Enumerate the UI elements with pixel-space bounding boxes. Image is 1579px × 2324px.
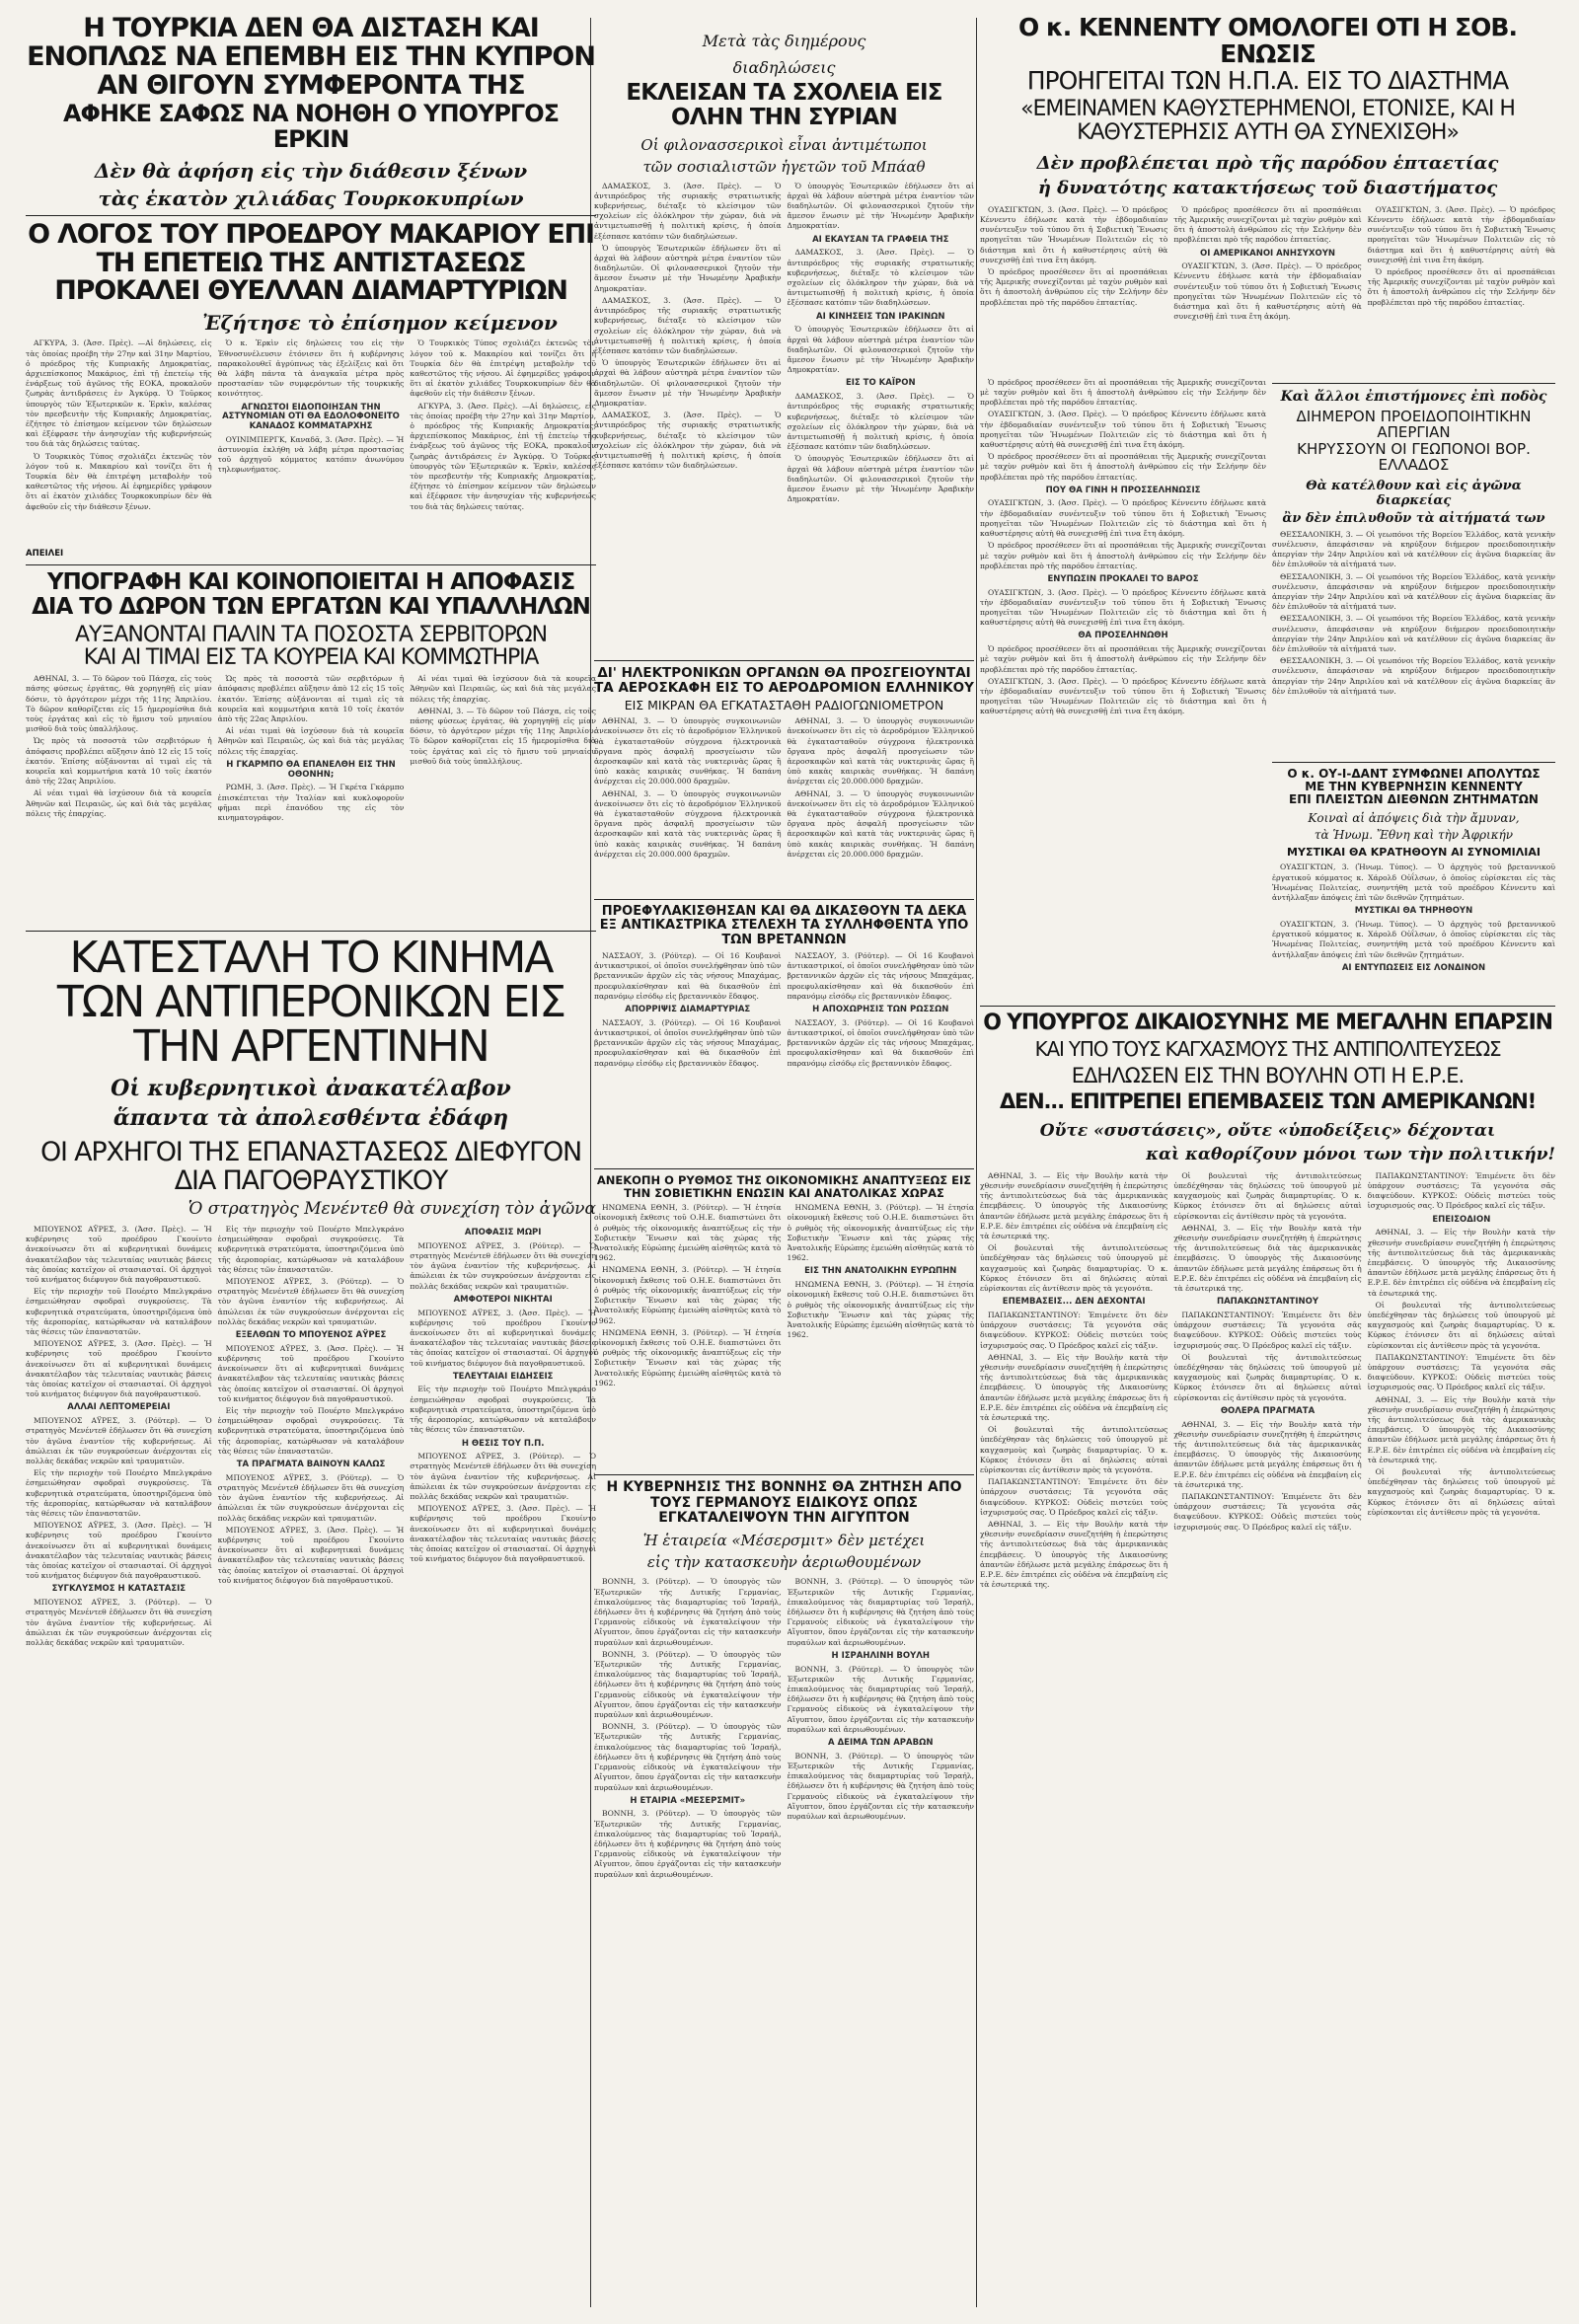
small-head-will-land: ΘΑ ΠΡΟΣΕΛΗΝΩΘΗ (1078, 631, 1168, 641)
article-ou-thant (1272, 768, 1555, 1002)
kicker-syria-2: διαδηλώσεις (732, 58, 836, 77)
headline-makarios: Ο ΛΟΓΟΣ ΤΟΥ ΠΡΟΕΔΡΟΥ ΜΑΚΑΡΙΟΥ ΕΠΙ ΤΗ ΕΠΕΤΕΙΩ ΤΗΣ ΑΝΤΙΣΤΑΣΕΩΣ ΠΡΟΚΑΛΕΙ ΘΥΕΛΛΑΝ ΔΙΑΜΑΡΤΥΡΙΩΝ (28, 219, 594, 306)
small-head-rejection: ΑΠΟΡΡΙΨΙΣ ΔΙΑΜΑΡΤΥΡΙΑΣ (625, 1005, 751, 1014)
deck-kennedy-1: Δὲν προβλέπεται πρὸ τῆς παρόδου ἑπταετίας (1036, 152, 1499, 174)
small-head-knesset: Η ΙΣΡΑΗΛΙΝΗ ΒΟΥΛΗ (831, 1650, 930, 1661)
headline-workers-3: ΑΥΞΑΝΟΝΤΑΙ ΠΑΛΙΝ ΤΑ ΠΟΣΟΣΤΑ ΣΕΡΒΙΤΟΡΩΝ (74, 622, 548, 647)
headline-argentina: ΚΑΤΕΣΤΑΛΗ ΤΟ ΚΙΝΗΜΑ ΤΩΝ ΑΝΤΙΠΕΡΟΝΙΚΩΝ ΕΙΣ ΤΗΝ ΑΡΓΕΝΤΙΝΗΝ (56, 933, 565, 1072)
headline-kennedy-2: ΠΡΟΗΓΕΙΤΑΙ ΤΩΝ Η.Π.Α. ΕΙΣ ΤΟ ΔΙΑΣΤΗΜΑ (1026, 66, 1509, 95)
article-bonn (594, 1480, 974, 2001)
headline-justice-4: ΔΕΝ... ΕΠΙΤΡΕΠΕΙ ΕΠΕΜΒΑΣΕΙΣ ΤΩΝ ΑΜΕΡΙΚΑΝΩΝ! (999, 1089, 1537, 1114)
divider (26, 564, 596, 565)
body-workers-1: ΑΘΗΝΑΙ, 3. — Τὸ δῶρον τοῦ Πάσχα, εἰς τοὺς πάσης φύσεως ἐργάτας, θὰ χορηγηθῇ εἰς μίαν δόσιν, τὸ ἀργότερον μέχρι τῆς 11ης Ἀπριλίου. Τὸ δῶρον καθορίζεται εἰς 15 ἡμερομίσθια διὰ τοὺς ἐργάτας καὶ εἰς τὸ ἥμισυ τοῦ μηνιαίου μισθοῦ διὰ τοὺς ὑπαλλήλους. Ὡς πρὸς τὰ ποσοστὰ τῶν σερβιτόρων ἡ ἀπόφασις προβλέπει αὔξησιν ἀπὸ 12 εἰς 15 τοῖς ἑκατόν. Ἐπίσης αὐξάνονται αἱ τιμαὶ εἰς τὰ κουρεῖα καὶ κομμωτήρια κατὰ 10 τοῖς ἑκατόν ἀπὸ τῆς 22ας Ἀπριλίου. Αἱ νέαι τιμαὶ θὰ ἰσχύσουν διὰ τὰ κουρεῖα Ἀθηνῶν καὶ Πειραιῶς, ὡς καὶ διὰ τὰς μεγάλας πόλεις τῆς ἐπαρχίας. (26, 674, 212, 818)
small-head-chaos: ΣΥΓΚΛΥΣΜΟΣ Η ΚΑΤΑΣΤΑΣΙΣ (51, 1584, 187, 1595)
middle-column (594, 14, 974, 2313)
body-bonn-2: ΒΟΝΝΗ, 3. (Ρόϋτερ). — Ὁ ὑπουργὸς τῶν Ἐξωτερικῶν τῆς Δυτικῆς Γερμανίας, ἐπικαλούμενος τὰς διαμαρτυρίας τοῦ Ἰσραήλ, ἐδήλωσεν ὅτι ἡ κυβέρνησις θὰ ζητήση ἀπὸ τοὺς Γερμανοὺς εἰδικοὺς νὰ ἐγκαταλείψουν τὴν Αἴγυπτον, ὅπου ἐργάζονται εἰς τὴν κατασκευὴν πυραύλων καὶ ἀεριωθουμένων. Η ΙΣΡΑΗΛΙΝΗ ΒΟΥΛΗ ΒΟΝΝΗ, 3. (Ρόϋτερ). — Ὁ ὑπουργὸς τῶν Ἐξωτερικῶν τῆς Δυτικῆς Γερμανίας, ἐπικαλούμενος τὰς διαμαρτυρίας τοῦ Ἰσραήλ, ἐδήλωσεν ὅτι ἡ κυβέρνησις θὰ ζητήση ἀπὸ τοὺς Γερμανοὺς εἰδικοὺς νὰ ἐγκαταλείψουν τὴν Αἴγυπτον, ὅπου ἐργάζονται εἰς τὴν κατασκευὴν πυραύλων καὶ ἀεριωθουμένων. Α ΔΕΙΜΑ ΤΩΝ ΑΡΑΒΩΝ ΒΟΝΝΗ, 3. (Ρόϋτερ). — Ὁ ὑπουργὸς τῶν Ἐξωτερικῶν τῆς Δυτικῆς Γερμανίας, ἐπικαλούμενος τὰς διαμαρτυρίας τοῦ Ἰσραήλ, ἐδήλωσεν ὅτι ἡ κυβέρνησις θὰ ζητήση ἀπὸ τοὺς Γερμανοὺς εἰδικοὺς νὰ ἐγκαταλείψουν τὴν Αἴγυπτον, ὅπου ἐργάζονται εἰς τὴν κατασκευὴν πυραύλων καὶ ἀεριωθουμένων. (787, 1577, 974, 1822)
small-head-interventions: ΕΠΕΜΒΑΣΕΙΣ... ΔΕΝ ΔΕΧΟΝΤΑΙ (1002, 1297, 1146, 1308)
deck-ou-1: Κοιναὶ αἱ ἀπόψεις διὰ τὴν ἄμυναν, (1308, 811, 1520, 826)
article-argentina (26, 933, 596, 1856)
body-radar-1: ΑΘΗΝΑΙ, 3. — Ὁ ὑπουργὸς συγκοινωνιῶν ἀνεκοίνωσεν ὅτι εἰς τὸ ἀεροδρόμιον Ἑλληνικοῦ θὰ ἐγκατασταθοῦν σύγχρονα ἠλεκτρονικὰ ὄργανα πρὸς ἀσφαλῆ προσγείωσιν τῶν ἀεροσκαφῶν καὶ κατὰ τὰς νυκτερινὰς ὥρας ἢ ὑπὸ κακὰς καιρικὰς συνθήκας. Ἡ δαπάνη ἀνέρχεται εἰς 20.000.000 δραχμῶν. ΑΘΗΝΑΙ, 3. — Ὁ ὑπουργὸς συγκοινωνιῶν ἀνεκοίνωσεν ὅτι εἰς τὸ ἀεροδρόμιον Ἑλληνικοῦ θὰ ἐγκατασταθοῦν σύγχρονα ἠλεκτρονικὰ ὄργανα πρὸς ἀσφαλῆ προσγείωσιν τῶν ἀεροσκαφῶν καὶ κατὰ τὰς νυκτερινὰς ὥρας ἢ ὑπὸ κακὰς καιρικὰς συνθήκας. Ἡ δαπάνη ἀνέρχεται εἰς 20.000.000 δραχμῶν. (594, 716, 782, 859)
headline-workers-4: ΚΑΙ ΑΙ ΤΙΜΑΙ ΕΙΣ ΤΑ ΚΟΥΡΕΙΑ ΚΑΙ ΚΟΜΜΩΤΗΡΙΑ (83, 645, 539, 671)
small-head-murky: ΘΟΛΕΡΑ ΠΡΑΓΜΑΤΑ (1220, 1405, 1316, 1416)
label-apeilei: ΑΠΕΙΛΕΙ (26, 549, 64, 560)
headline-workers-1: ΥΠΟΓΡΑΦΗ ΚΑΙ ΚΟΙΝΟΠΟΙΕΙΤΑΙ Η ΑΠΟΦΑΣΙΣ (46, 569, 575, 596)
body-radar-2: ΑΘΗΝΑΙ, 3. — Ὁ ὑπουργὸς συγκοινωνιῶν ἀνεκοίνωσεν ὅτι εἰς τὸ ἀεροδρόμιον Ἑλληνικοῦ θὰ ἐγκατασταθοῦν σύγχρονα ἠλεκτρονικὰ ὄργανα πρὸς ἀσφαλῆ προσγείωσιν τῶν ἀεροσκαφῶν καὶ κατὰ τὰς νυκτερινὰς ὥρας ἢ ὑπὸ κακὰς καιρικὰς συνθήκας. Ἡ δαπάνη ἀνέρχεται εἰς 20.000.000 δραχμῶν. ΑΘΗΝΑΙ, 3. — Ὁ ὑπουργὸς συγκοινωνιῶν ἀνεκοίνωσεν ὅτι εἰς τὸ ἀεροδρόμιον Ἑλληνικοῦ θὰ ἐγκατασταθοῦν σύγχρονα ἠλεκτρονικὰ ὄργανα πρὸς ἀσφαλῆ προσγείωσιν τῶν ἀεροσκαφῶν καὶ κατὰ τὰς νυκτερινὰς ὥρας ἢ ὑπὸ κακὰς καιρικὰς συνθήκας. Ἡ δαπάνη ἀνέρχεται εἰς 20.000.000 δραχμῶν. (787, 716, 974, 859)
small-head-details: ΑΛΛΑΙ ΛΕΠΤΟΜΕΡΕΙΑΙ (67, 1402, 171, 1413)
body-syria-1: ΔΑΜΑΣΚΟΣ, 3. (Ἀσσ. Πρὲς). — Ὁ ἀντιπρόεδρος τῆς συριακῆς στρατιωτικῆς κυβερνήσεως, διέταξε τὸ κλείσιμον τῶν σχολείων εἰς ὁλόκληρον τὴν χώραν, διὰ νὰ ἀντιμετωπισθῇ ἡ πολιτικὴ κρίσις, ἡ ὁποία ἐξέσπασε κατόπιν τῶν διαδηλώσεων. Ὁ ὑπουργὸς Ἐσωτερικῶν ἐδήλωσεν ὅτι αἱ ἀρχαὶ θὰ λάβουν αὐστηρὰ μέτρα ἐναντίον τῶν διαδηλωτῶν. Οἱ φιλονασσερικοὶ ζητοῦν τὴν ἄμεσον ἕνωσιν μὲ τὴν Ἡνωμένην Ἀραβικὴν Δημοκρατίαν. ΔΑΜΑΣΚΟΣ, 3. (Ἀσσ. Πρὲς). — Ὁ ἀντιπρόεδρος τῆς συριακῆς στρατιωτικῆς κυβερνήσεως, διέταξε τὸ κλείσιμον τῶν σχολείων εἰς ὁλόκληρον τὴν χώραν, διὰ νὰ ἀντιμετωπισθῇ ἡ πολιτικὴ κρίσις, ἡ ὁποία ἐξέσπασε κατόπιν τῶν διαδηλώσεων. Ὁ ὑπουργὸς Ἐσωτερικῶν ἐδήλωσεν ὅτι αἱ ἀρχαὶ θὰ λάβουν αὐστηρὰ μέτρα ἐναντίον τῶν διαδηλωτῶν. Οἱ φιλονασσερικοὶ ζητοῦν τὴν ἄμεσον ἕνωσιν μὲ τὴν Ἡνωμένην Ἀραβικὴν Δημοκρατίαν. ΔΑΜΑΣΚΟΣ, 3. (Ἀσσ. Πρὲς). — Ὁ ἀντιπρόεδρος τῆς συριακῆς στρατιωτικῆς κυβερνήσεως, διέταξε τὸ κλείσιμον τῶν σχολείων εἰς ὁλόκληρον τὴν χώραν, διὰ νὰ ἀντιμετωπισθῇ ἡ πολιτικὴ κρίσις, ἡ ὁποία ἐξέσπασε κατόπιν τῶν διαδηλώσεων. (594, 181, 782, 471)
small-head-position: Η ΘΕΣΙΣ ΤΟΥ Π.Π. (461, 1438, 545, 1449)
deck-kennedy-2: ἡ δυνατότης κατακτήσεως τοῦ διαστήματος (1037, 178, 1498, 199)
deck-argentina-3: Ὁ στρατηγὸς Μενέντεθ θὰ συνεχίση τὸν ἀγῶνα (188, 1198, 596, 1219)
divider (26, 931, 596, 932)
body-workers-2: Ὡς πρὸς τὰ ποσοστὰ τῶν σερβιτόρων ἡ ἀπόφασις προβλέπει αὔξησιν ἀπὸ 12 εἰς 15 τοῖς ἑκατόν. Ἐπίσης αὐξάνονται αἱ τιμαὶ εἰς τὰ κουρεῖα καὶ κομμωτήρια κατὰ 10 τοῖς ἑκατόν ἀπὸ τῆς 22ας Ἀπριλίου. Αἱ νέαι τιμαὶ θὰ ἰσχύσουν διὰ τὰ κουρεῖα Ἀθηνῶν καὶ Πειραιῶς, ὡς καὶ διὰ τὰς μεγάλας πόλεις τῆς ἐπαρχίας. Η ΓΚΑΡΜΠΟ ΘΑ ΕΠΑΝΕΛΘΗ ΕΙΣ ΤΗΝ ΟΘΟΝΗΝ; ΡΩΜΗ, 3. (Ἀσσ. Πρὲς). — Ἡ Γκρέτα Γκάρμπο ἐπισκέπτεται τὴν Ἰταλίαν καὶ κυκλοφοροῦν φῆμαι περὶ ἐπανόδου της εἰς τὸν κινηματογράφον. (217, 674, 405, 822)
article-workers (26, 570, 596, 926)
headline-economy: ΑΝΕΚΟΠΗ Ο ΡΥΘΜΟΣ ΤΗΣ ΟΙΚΟΝΟΜΙΚΗΣ ΑΝΑΠΤΥΞΕΩΣ ΕΙΣ ΤΗΝ ΣΟΒΙΕΤΙΚΗΝ ΕΝΩΣΙΝ ΚΑΙ ΑΝΑΤΟΛΙΚΑΣ ΧΩΡΑΣ (596, 1172, 972, 1200)
deck-makarios: Ἐζήτησε τὸ ἐπίσημον κείμενον (202, 311, 558, 336)
small-head-exit: ΕΞΕΛΘΩΝ ΤΟ ΜΠΟΥΕΝΟΣ ΑΫΡΕΣ (235, 1329, 387, 1340)
article-kennedy (980, 14, 1555, 378)
divider (1272, 383, 1555, 384)
body-makarios-1: ΑΓΚΥΡΑ, 3. (Ἀσσ. Πρὲς). —Αἱ δηλώσεις, εἰς τὰς ὁποίας προέβη τὴν 27ην καὶ 31ην Μαρτίου, ὁ πρόεδρος τῆς Κυπριακῆς Δημοκρατίας, ἀρχιεπίσκοπος Μακάριος, ἐπὶ τῇ ἐπετείῳ τῆς ἐνάρξεως τοῦ ἀγῶνος τῆς ΕΟΚΑ, προκαλοῦν ζωηρὰς ἀντιδράσεις ἐν Ἀγκύρᾳ. Ὁ Τοῦρκος ὑπουργὸς τῶν Ἐξωτερικῶν κ. Ἐρκὶν, καλέσας τὸν πρεσβευτὴν τῆς Κυπριακῆς Δημοκρατίας, ἐζήτησε τὸ ἐπίσημον κείμενον τῶν δηλώσεων καὶ ἐξέφρασε τὴν ἀνησυχίαν τῆς κυβερνήσεώς του διὰ τὰς δηλώσεις ταύτας. Ὁ Τουρκικὸς Τύπος σχολιάζει ἐκτενῶς τὸν λόγον τοῦ κ. Μακαρίου καὶ τονίζει ὅτι ἡ Τουρκία δὲν θὰ ἐπιτρέψη μεταβολὴν τοῦ καθεστῶτος τῆς νήσου. Αἱ ἐφημερίδες γράφουν ὅτι αἱ ἑκατὸν χιλιάδες Τουρκοκυπρίων δὲν θὰ ἀφεθοῦν εἰς τὴν διάθεσιν ξένων. (26, 338, 212, 511)
divider (594, 1168, 974, 1169)
deck-syria-1: Οἱ φιλονασσερικοὶ εἶναι ἀντιμέτωποι (640, 135, 928, 154)
small-head-offices: ΑΙ ΕΚΑΥΣΑΝ ΤΑ ΓΡΑΦΕΙΑ ΤΗΣ (812, 234, 949, 245)
body-justice-2: Οἱ βουλευταὶ τῆς ἀντιπολιτεύσεως ὑπεδέχθησαν τὰς δηλώσεις τοῦ ὑπουργοῦ μὲ καγχασμοὺς καὶ ζωηρὰς διαμαρτυρίας. Ὁ κ. Κύρκος ἐτόνισεν ὅτι αἱ δηλώσεις αὐταὶ εὑρίσκονται εἰς ἀντίθεσιν πρὸς τὰ γεγονότα. ΑΘΗΝΑΙ, 3. — Εἰς τὴν Βουλὴν κατὰ τὴν χθεσινὴν συνεδρίασιν συνεζητήθη ἡ ἐπερώτησις τῆς ἀντιπολιτεύσεως διὰ τὰς ἀμερικανικὰς ἐπεμβάσεις. Ὁ ὑπουργὸς τῆς Δικαιοσύνης ἀπαντῶν ἐδήλωσε μετὰ μεγάλης ἐπάρσεως ὅτι ἡ Ε.Ρ.Ε. δὲν ἐπιτρέπει εἰς οὐδένα νὰ ἐπεμβαίνη εἰς τὰ ἐσωτερικά της. ΠΑΠΑΚΩΝΣΤΑΝΤΙΝΟΥ ΠΑΠΑΚΩΝΣΤΑΝΤΙΝΟΥ: Ἐπιμένετε ὅτι δὲν ὑπάρχουν συστάσεις; Τὰ γεγονότα σᾶς διαψεύδουν. ΚΥΡΚΟΣ: Οὐδεὶς πιστεύει τοὺς ἰσχυρισμούς σας. Ὁ Πρόεδρος καλεῖ εἰς τάξιν. Οἱ βουλευταὶ τῆς ἀντιπολιτεύσεως ὑπεδέχθησαν τὰς δηλώσεις τοῦ ὑπουργοῦ μὲ καγχασμοὺς καὶ ζωηρὰς διαμαρτυρίας. Ὁ κ. Κύρκος ἐτόνισεν ὅτι αἱ δηλώσεις αὐταὶ εὑρίσκονται εἰς ἀντίθεσιν πρὸς τὰ γεγονότα. ΘΟΛΕΡΑ ΠΡΑΓΜΑΤΑ ΑΘΗΝΑΙ, 3. — Εἰς τὴν Βουλὴν κατὰ τὴν χθεσινὴν συνεδρίασιν συνεζητήθη ἡ ἐπερώτησις τῆς ἀντιπολιτεύσεως διὰ τὰς ἀμερικανικὰς ἐπεμβάσεις. Ὁ ὑπουργὸς τῆς Δικαιοσύνης ἀπαντῶν ἐδήλωσε μετὰ μεγάλης ἐπάρσεως ὅτι ἡ Ε.Ρ.Ε. δὲν ἐπιτρέπει εἰς οὐδένα νὰ ἐπεμβαίνη εἰς τὰ ἐσωτερικά της. ΠΑΠΑΚΩΝΣΤΑΝΤΙΝΟΥ: Ἐπιμένετε ὅτι δὲν ὑπάρχουν συστάσεις; Τὰ γεγονότα σᾶς διαψεύδουν. ΚΥΡΚΟΣ: Οὐδεὶς πιστεύει τοὺς ἰσχυρισμούς σας. Ὁ Πρόεδρος καλεῖ εἰς τάξιν. (1173, 1170, 1362, 1532)
headline-ou-3: ΕΠΙ ΠΛΕΙΣΤΩΝ ΔΙΕΘΝΩΝ ΖΗΤΗΜΑΤΩΝ (1289, 792, 1539, 807)
deck-turkey-2: τὰς ἑκατὸν χιλιάδας Τουρκοκυπρίων (98, 187, 524, 211)
deck-ou-2: τὰ Ἡνωμ. Ἔθνη καὶ τὴν Ἀφρικήν (1314, 828, 1514, 843)
body-economy-1: ΗΝΩΜΕΝΑ ΕΘΝΗ, 3. (Ρόϋτερ). — Ἡ ἐτησία οἰκονομικὴ ἔκθεσις τοῦ Ο.Η.Ε. διαπιστώνει ὅτι ὁ ρυθμὸς τῆς οἰκονομικῆς ἀναπτύξεως εἰς τὴν Σοβιετικὴν Ἕνωσιν καὶ τὰς χώρας τῆς Ἀνατολικῆς Εὐρώπης ἐμειώθη αἰσθητῶς κατὰ τὸ 1962. ΗΝΩΜΕΝΑ ΕΘΝΗ, 3. (Ρόϋτερ). — Ἡ ἐτησία οἰκονομικὴ ἔκθεσις τοῦ Ο.Η.Ε. διαπιστώνει ὅτι ὁ ρυθμὸς τῆς οἰκονομικῆς ἀναπτύξεως εἰς τὴν Σοβιετικὴν Ἕνωσιν καὶ τὰς χώρας τῆς Ἀνατολικῆς Εὐρώπης ἐμειώθη αἰσθητῶς κατὰ τὸ 1962. ΗΝΩΜΕΝΑ ΕΘΝΗ, 3. (Ρόϋτερ). — Ἡ ἐτησία οἰκονομικὴ ἔκθεσις τοῦ Ο.Η.Ε. διαπιστώνει ὅτι ὁ ρυθμὸς τῆς οἰκονομικῆς ἀναπτύξεως εἰς τὴν Σοβιετικὴν Ἕνωσιν καὶ τὰς χώρας τῆς Ἀνατολικῆς Εὐρώπης ἐμειώθη αἰσθητῶς κατὰ τὸ 1962. (594, 1203, 782, 1387)
article-radar (594, 666, 974, 894)
small-head-good: ΤΑ ΠΡΑΓΜΑΤΑ ΒΑΙΝΟΥΝ ΚΑΛΩΣ (236, 1459, 386, 1469)
article-syria (594, 32, 974, 655)
headline-justice-3: ΕΔΗΛΩΣΕΝ ΕΙΣ ΤΗΝ ΒΟΥΛΗΝ ΟΤΙ Η Ε.Ρ.Ε. (1071, 1063, 1465, 1087)
article-terrorists (594, 905, 974, 1163)
divider (594, 1474, 974, 1475)
deck-turkey-1: Δὲν θὰ ἀφήση εἰς τὴν διάθεσιν ξένων (94, 159, 528, 184)
headline-geoponoi-1: ΔΙΗΜΕΡΟΝ ΠΡΟΕΙΔΟΠΟΙΗΤΙΚΗΝ ΑΠΕΡΓΙΑΝ (1296, 407, 1532, 442)
body-argentina-2: Εἰς τὴν περιοχὴν τοῦ Πουέρτο Μπελγκράνο ἐσημειώθησαν σφοδραὶ συγκρούσεις. Τὰ κυβερνητικὰ στρατεύματα, ὑποστηριζόμενα ὑπὸ τῆς ἀεροπορίας, κατώρθωσαν νὰ καταλάβουν τὰς θέσεις τῶν ἐπαναστατῶν. ΜΠΟΥΕΝΟΣ ΑΫΡΕΣ, 3. (Ρόϋτερ). — Ὁ στρατηγὸς Μενέντεθ ἐδήλωσεν ὅτι θὰ συνεχίση τὸν ἀγῶνα ἐναντίον τῆς κυβερνήσεως. Αἱ ἀπώλειαι ἐκ τῶν συγκρούσεων ἀνέρχονται εἰς πολλὰς δεκάδας νεκρῶν καὶ τραυματιῶν. ΕΞΕΛΘΩΝ ΤΟ ΜΠΟΥΕΝΟΣ ΑΫΡΕΣ ΜΠΟΥΕΝΟΣ ΑΫΡΕΣ, 3. (Ἀσσ. Πρὲς). — Ἡ κυβέρνησις τοῦ προέδρου Γκουίντο ἀνεκοίνωσεν ὅτι αἱ κυβερνητικαὶ δυνάμεις ἀνακατέλαβον τὰς τελευταίας ναυτικὰς βάσεις τὰς ὁποίας κατεῖχον οἱ στασιασταί. Οἱ ἀρχηγοὶ τοῦ κινήματος διέφυγον διὰ παγοθραυστικοῦ. Εἰς τὴν περιοχὴν τοῦ Πουέρτο Μπελγκράνο ἐσημειώθησαν σφοδραὶ συγκρούσεις. Τὰ κυβερνητικὰ στρατεύματα, ὑποστηριζόμενα ὑπὸ τῆς ἀεροπορίας, κατώρθωσαν νὰ καταλάβουν τὰς θέσεις τῶν ἐπαναστατῶν. ΤΑ ΠΡΑΓΜΑΤΑ ΒΑΙΝΟΥΝ ΚΑΛΩΣ ΜΠΟΥΕΝΟΣ ΑΫΡΕΣ, 3. (Ρόϋτερ). — Ὁ στρατηγὸς Μενέντεθ ἐδήλωσεν ὅτι θὰ συνεχίση τὸν ἀγῶνα ἐναντίον τῆς κυβερνήσεως. Αἱ ἀπώλειαι ἐκ τῶν συγκρούσεων ἀνέρχονται εἰς πολλὰς δεκάδας νεκρῶν καὶ τραυματιῶν. ΜΠΟΥΕΝΟΣ ΑΫΡΕΣ, 3. (Ἀσσ. Πρὲς). — Ἡ κυβέρνησις τοῦ προέδρου Γκουίντο ἀνεκοίνωσεν ὅτι αἱ κυβερνητικαὶ δυνάμεις ἀνακατέλαβον τὰς τελευταίας ναυτικὰς βάσεις τὰς ὁποίας κατεῖχον οἱ στασιασταί. Οἱ ἀρχηγοὶ τοῦ κινήματος διέφυγον διὰ παγοθραυστικοῦ. (217, 1224, 405, 1585)
small-head-latest: ΤΕΛΕΥΤΑΙΑΙ ΕΙΔΗΣΕΙΣ (452, 1371, 554, 1382)
kicker-geoponoi: Καὶ ἄλλοι ἐπιστήμονες ἐπὶ ποδὸς (1280, 388, 1547, 405)
small-head-company: Η ΕΤΑΙΡΙΑ «ΜΕΣΕΡΣΜΙΤ» (630, 1795, 746, 1806)
deck-syria-2: τῶν σοσιαλιστῶν ἡγετῶν τοῦ Μπάαθ (642, 157, 926, 176)
kicker-syria-1: Μετὰ τὰς διημέρους (702, 32, 866, 50)
headline-kennedy-1: Ο κ. ΚΕΝΝΕΝΤΥ ΟΜΟΛΟΓΕΙ ΟΤΙ Η ΣΟΒ. ΕΝΩΣΙΣ (1018, 14, 1517, 68)
small-head-secret: ΜΥΣΤΙΚΑΙ ΘΑ ΤΗΡΗΘΟΥΝ (1354, 906, 1473, 917)
small-head-iraq: ΑΙ ΚΙΝΗΣΕΙΣ ΤΩΝ ΙΡΑΚΙΝΩΝ (816, 311, 945, 322)
small-head-weight: ΕΝΥΠΩΣΙΝ ΠΡΟΚΑΛΕΙ ΤΟ ΒΑΡΟΣ (1047, 573, 1199, 584)
small-head-decision: ΑΠΟΦΑΣΙΣ ΜΩΡΙ (464, 1227, 542, 1237)
deck-radar: ΕΙΣ ΜΙΚΡΑΝ ΘΑ ΕΓΚΑΤΑΣΤΑΘΗ ΡΑΔΙΟΓΩΝΙΟΜΕΤΡΟΝ (624, 698, 944, 713)
body-argentina-1: ΜΠΟΥΕΝΟΣ ΑΫΡΕΣ, 3. (Ἀσσ. Πρὲς). — Ἡ κυβέρνησις τοῦ προέδρου Γκουίντο ἀνεκοίνωσεν ὅτι αἱ κυβερνητικαὶ δυνάμεις ἀνακατέλαβον τὰς τελευταίας ναυτικὰς βάσεις τὰς ὁποίας κατεῖχον οἱ στασιασταί. Οἱ ἀρχηγοὶ τοῦ κινήματος διέφυγον διὰ παγοθραυστικοῦ. Εἰς τὴν περιοχὴν τοῦ Πουέρτο Μπελγκράνο ἐσημειώθησαν σφοδραὶ συγκρούσεις. Τὰ κυβερνητικὰ στρατεύματα, ὑποστηριζόμενα ὑπὸ τῆς ἀεροπορίας, κατώρθωσαν νὰ καταλάβουν τὰς θέσεις τῶν ἐπαναστατῶν. ΜΠΟΥΕΝΟΣ ΑΫΡΕΣ, 3. (Ἀσσ. Πρὲς). — Ἡ κυβέρνησις τοῦ προέδρου Γκουίντο ἀνεκοίνωσεν ὅτι αἱ κυβερνητικαὶ δυνάμεις ἀνακατέλαβον τὰς τελευταίας ναυτικὰς βάσεις τὰς ὁποίας κατεῖχον οἱ στασιασταί. Οἱ ἀρχηγοὶ τοῦ κινήματος διέφυγον διὰ παγοθραυστικοῦ. ΑΛΛΑΙ ΛΕΠΤΟΜΕΡΕΙΑΙ ΜΠΟΥΕΝΟΣ ΑΫΡΕΣ, 3. (Ρόϋτερ). — Ὁ στρατηγὸς Μενέντεθ ἐδήλωσεν ὅτι θὰ συνεχίση τὸν ἀγῶνα ἐναντίον τῆς κυβερνήσεως. Αἱ ἀπώλειαι ἐκ τῶν συγκρούσεων ἀνέρχονται εἰς πολλὰς δεκάδας νεκρῶν καὶ τραυματιῶν. Εἰς τὴν περιοχὴν τοῦ Πουέρτο Μπελγκράνο ἐσημειώθησαν σφοδραὶ συγκρούσεις. Τὰ κυβερνητικὰ στρατεύματα, ὑποστηριζόμενα ὑπὸ τῆς ἀεροπορίας, κατώρθωσαν νὰ καταλάβουν τὰς θέσεις τῶν ἐπαναστατῶν. ΜΠΟΥΕΝΟΣ ΑΫΡΕΣ, 3. (Ἀσσ. Πρὲς). — Ἡ κυβέρνησις τοῦ προέδρου Γκουίντο ἀνεκοίνωσεν ὅτι αἱ κυβερνητικαὶ δυνάμεις ἀνακατέλαβον τὰς τελευταίας ναυτικὰς βάσεις τὰς ὁποίας κατεῖχον οἱ στασιασταί. Οἱ ἀρχηγοὶ τοῦ κινήματος διέφυγον διὰ παγοθραυστικοῦ. ΣΥΓΚΛΥΣΜΟΣ Η ΚΑΤΑΣΤΑΣΙΣ ΜΠΟΥΕΝΟΣ ΑΫΡΕΣ, 3. (Ρόϋτερ). — Ὁ στρατηγὸς Μενέντεθ ἐδήλωσεν ὅτι θὰ συνεχίση τὸν ἀγῶνα ἐναντίον τῆς κυβερνήσεως. Αἱ ἀπώλειαι ἐκ τῶν συγκρούσεων ἀνέρχονται εἰς πολλὰς δεκάδας νεκρῶν καὶ τραυματιῶν. (26, 1224, 212, 1647)
body-bonn-1: ΒΟΝΝΗ, 3. (Ρόϋτερ). — Ὁ ὑπουργὸς τῶν Ἐξωτερικῶν τῆς Δυτικῆς Γερμανίας, ἐπικαλούμενος τὰς διαμαρτυρίας τοῦ Ἰσραήλ, ἐδήλωσεν ὅτι ἡ κυβέρνησις θὰ ζητήση ἀπὸ τοὺς Γερμανοὺς εἰδικοὺς νὰ ἐγκαταλείψουν τὴν Αἴγυπτον, ὅπου ἐργάζονται εἰς τὴν κατασκευὴν πυραύλων καὶ ἀεριωθουμένων. ΒΟΝΝΗ, 3. (Ρόϋτερ). — Ὁ ὑπουργὸς τῶν Ἐξωτερικῶν τῆς Δυτικῆς Γερμανίας, ἐπικαλούμενος τὰς διαμαρτυρίας τοῦ Ἰσραήλ, ἐδήλωσεν ὅτι ἡ κυβέρνησις θὰ ζητήση ἀπὸ τοὺς Γερμανοὺς εἰδικοὺς νὰ ἐγκαταλείψουν τὴν Αἴγυπτον, ὅπου ἐργάζονται εἰς τὴν κατασκευὴν πυραύλων καὶ ἀεριωθουμένων. ΒΟΝΝΗ, 3. (Ρόϋτερ). — Ὁ ὑπουργὸς τῶν Ἐξωτερικῶν τῆς Δυτικῆς Γερμανίας, ἐπικαλούμενος τὰς διαμαρτυρίας τοῦ Ἰσραήλ, ἐδήλωσεν ὅτι ἡ κυβέρνησις θὰ ζητήση ἀπὸ τοὺς Γερμανοὺς εἰδικοὺς νὰ ἐγκαταλείψουν τὴν Αἴγυπτον, ὅπου ἐργάζονται εἰς τὴν κατασκευὴν πυραύλων καὶ ἀεριωθουμένων. Η ΕΤΑΙΡΙΑ «ΜΕΣΕΡΣΜΙΤ» ΒΟΝΝΗ, 3. (Ρόϋτερ). — Ὁ ὑπουργὸς τῶν Ἐξωτερικῶν τῆς Δυτικῆς Γερμανίας, ἐπικαλούμενος τὰς διαμαρτυρίας τοῦ Ἰσραήλ, ἐδήλωσεν ὅτι ἡ κυβέρνησις θὰ ζητήση ἀπὸ τοὺς Γερμανοὺς εἰδικοὺς νὰ ἐγκαταλείψουν τὴν Αἴγυπτον, ὅπου ἐργάζονται εἰς τὴν κατασκευὴν πυραύλων καὶ ἀεριωθουμένων. (594, 1577, 782, 1879)
headline-turkey: Η ΤΟΥΡΚΙΑ ΔΕΝ ΘΑ ΔΙΣΤΑΣΗ ΚΑΙ ΕΝΟΠΛΩΣ ΝΑ ΕΠΕΜΒΗ ΕΙΣ ΤΗΝ ΚΥΠΡΟΝ ΑΝ ΘΙΓΟΥΝ ΣΥΜΦΕΡΟΝΤΑ ΤΗΣ (27, 14, 595, 102)
body-geoponoi: ΘΕΣΣΑΛΟΝΙΚΗ, 3. — Οἱ γεωπόνοι τῆς Βορείου Ἑλλάδος, κατὰ γενικὴν συνέλευσιν, ἀπεφάσισαν νὰ κηρύξουν διήμερον προειδοποιητικὴν ἀπεργίαν τὴν 24ην Ἀπριλίου καὶ νὰ κατέλθουν εἰς ἀγῶνα διαρκείας ἂν δὲν ἐπιλυθοῦν τὰ αἰτήματά των. ΘΕΣΣΑΛΟΝΙΚΗ, 3. — Οἱ γεωπόνοι τῆς Βορείου Ἑλλάδος, κατὰ γενικὴν συνέλευσιν, ἀπεφάσισαν νὰ κηρύξουν διήμερον προειδοποιητικὴν ἀπεργίαν τὴν 24ην Ἀπριλίου καὶ νὰ κατέλθουν εἰς ἀγῶνα διαρκείας ἂν δὲν ἐπιλυθοῦν τὰ αἰτήματά των. ΘΕΣΣΑΛΟΝΙΚΗ, 3. — Οἱ γεωπόνοι τῆς Βορείου Ἑλλάδος, κατὰ γενικὴν συνέλευσιν, ἀπεφάσισαν νὰ κηρύξουν διήμερον προειδοποιητικὴν ἀπεργίαν τὴν 24ην Ἀπριλίου καὶ νὰ κατέλθουν εἰς ἀγῶνα διαρκείας ἂν δὲν ἐπιλυθοῦν τὰ αἰτήματά των. ΘΕΣΣΑΛΟΝΙΚΗ, 3. — Οἱ γεωπόνοι τῆς Βορείου Ἑλλάδος, κατὰ γενικὴν συνέλευσιν, ἀπεφάσισαν νὰ κηρύξουν διήμερον προειδοποιητικὴν ἀπεργίαν τὴν 24ην Ἀπριλίου καὶ νὰ κατέλθουν εἰς ἀγῶνα διαρκείας ἂν δὲν ἐπιλυθοῦν τὰ αἰτήματά των. (1272, 529, 1555, 696)
headline-ou-2: ΜΕ ΤΗΝ ΚΥΒΕΡΝΗΣΙΝ ΚΕΝΝΕΝΤΥ (1305, 779, 1523, 793)
headline-geoponoi-2: ΚΗΡΥΣΣΟΥΝ ΟΙ ΓΕΩΠΟΝΟΙ ΒΟΡ. ΕΛΛΑΔΟΣ (1297, 439, 1531, 475)
subheadline-turkey: ΑΦΗΚΕ ΣΑΦΩΣ ΝΑ ΝΟΗΘΗ Ο ΥΠΟΥΡΓΟΣ ΕΡΚΙΝ (62, 100, 560, 154)
small-head-east-europe: ΕΙΣ ΤΗΝ ΑΝΑΤΟΛΙΚΗΝ ΕΥΡΩΠΗΝ (804, 1266, 957, 1277)
body-ou: ΟΥΑΣΙΓΚΤΩΝ, 3. (Ἡνωμ. Τύπος). — Ὁ ἀρχηγὸς τοῦ βρεταννικοῦ ἐργατικοῦ κόμματος κ. Χάρολδ Οὐΐλσων, ὁ ὁποῖος εὑρίσκεται εἰς τὰς Ἡνωμένας Πολιτείας, συνηντήθη μετὰ τοῦ προέδρου Κέννεντυ καὶ ἀντήλλαξαν ἀπόψεις ἐπὶ τῶν διεθνῶν ζητημάτων. ΜΥΣΤΙΚΑΙ ΘΑ ΤΗΡΗΘΟΥΝ ΟΥΑΣΙΓΚΤΩΝ, 3. (Ἡνωμ. Τύπος). — Ὁ ἀρχηγὸς τοῦ βρεταννικοῦ ἐργατικοῦ κόμματος κ. Χάρολδ Οὐΐλσων, ὁ ὁποῖος εὑρίσκεται εἰς τὰς Ἡνωμένας Πολιτείας, συνηντήθη μετὰ τοῦ προέδρου Κέννεντυ καὶ ἀντήλλαξαν ἀπόψεις ἐπὶ τῶν διεθνῶν ζητημάτων. ΑΙ ΕΝΤΥΠΩΣΕΙΣ ΕΙΣ ΛΟΝΔΙΝΟΝ (1272, 862, 1555, 973)
small-head-arabs: Α ΔΕΙΜΑ ΤΩΝ ΑΡΑΒΩΝ (828, 1738, 934, 1749)
small-head-moon: ΠΟΥ ΘΑ ΓΙΝΗ Η ΠΡΟΣΣΕΛΗΝΩΣΙΣ (1045, 485, 1201, 495)
body-makarios-3: Ὁ Τουρκικὸς Τύπος σχολιάζει ἐκτενῶς τὸν λόγον τοῦ κ. Μακαρίου καὶ τονίζει ὅτι ἡ Τουρκία δὲν θὰ ἐπιτρέψη μεταβολὴν τοῦ καθεστῶτος τῆς νήσου. Αἱ ἐφημερίδες γράφουν ὅτι αἱ ἑκατὸν χιλιάδες Τουρκοκυπρίων δὲν θὰ ἀφεθοῦν εἰς τὴν διάθεσιν ξένων. ΑΓΚΥΡΑ, 3. (Ἀσσ. Πρὲς). —Αἱ δηλώσεις, εἰς τὰς ὁποίας προέβη τὴν 27ην καὶ 31ην Μαρτίου, ὁ πρόεδρος τῆς Κυπριακῆς Δημοκρατίας, ἀρχιεπίσκοπος Μακάριος, ἐπὶ τῇ ἐπετείῳ τῆς ἐνάρξεως τοῦ ἀγῶνος τῆς ΕΟΚΑ, προκαλοῦν ζωηρὰς ἀντιδράσεις ἐν Ἀγκύρᾳ. Ὁ Τοῦρκος ὑπουργὸς τῶν Ἐξωτερικῶν κ. Ἐρκὶν, καλέσας τὸν πρεσβευτὴν τῆς Κυπριακῆς Δημοκρατίας, ἐζήτησε τὸ ἐπίσημον κείμενον τῶν δηλώσεων καὶ ἐξέφρασε τὴν ἀνησυχίαν τῆς κυβερνήσεώς του διὰ τὰς δηλώσεις ταύτας. (410, 338, 596, 511)
body-terrorists-2: ΝΑΣΣΑΟΥ, 3. (Ρόϋτερ). — Οἱ 16 Κουβανοὶ ἀντικαστρικοί, οἱ ὁποῖοι συνελήφθησαν ὑπὸ τῶν βρεταννικῶν ἀρχῶν εἰς τὰς νήσους Μπαχάμας, προεφυλακίσθησαν καὶ θὰ δικασθοῦν ἐπὶ παρανόμῳ εἰσόδῳ εἰς βρεταννικὸν ἔδαφος. Η ΑΠΟΧΩΡΗΣΙΣ ΤΩΝ ΡΩΣΣΩΝ ΝΑΣΣΑΟΥ, 3. (Ρόϋτερ). — Οἱ 16 Κουβανοὶ ἀντικαστρικοί, οἱ ὁποῖοι συνελήφθησαν ὑπὸ τῶν βρεταννικῶν ἀρχῶν εἰς τὰς νήσους Μπαχάμας, προεφυλακίσθησαν καὶ θὰ δικασθοῦν ἐπὶ παρανόμῳ εἰσόδῳ εἰς βρεταννικὸν ἔδαφος. (787, 950, 974, 1068)
deck-justice-2: καὶ καθορίζουν μόνοι των τὴν πολιτικήν! (1146, 1145, 1555, 1165)
deck-ou-3: ΜΥΣΤΙΚΑΙ ΘΑ ΚΡΑΤΗΘΟΥΝ ΑΙ ΣΥΝΟΜΙΛΙΑΙ (1287, 846, 1541, 860)
small-head-garbo: Η ΓΚΑΡΜΠΟ ΘΑ ΕΠΑΝΕΛΘΗ ΕΙΣ ΤΗΝ ΟΘΟΝΗΝ; (226, 759, 396, 780)
small-head-incident: ΕΠΕΙΣΟΔΙΟΝ (1432, 1214, 1491, 1225)
body-justice-1: ΑΘΗΝΑΙ, 3. — Εἰς τὴν Βουλὴν κατὰ τὴν χθεσινὴν συνεδρίασιν συνεζητήθη ἡ ἐπερώτησις τῆς ἀντιπολιτεύσεως διὰ τὰς ἀμερικανικὰς ἐπεμβάσεις. Ὁ ὑπουργὸς τῆς Δικαιοσύνης ἀπαντῶν ἐδήλωσε μετὰ μεγάλης ἐπάρσεως ὅτι ἡ Ε.Ρ.Ε. δὲν ἐπιτρέπει εἰς οὐδένα νὰ ἐπεμβαίνη εἰς τὰ ἐσωτερικά της. Οἱ βουλευταὶ τῆς ἀντιπολιτεύσεως ὑπεδέχθησαν τὰς δηλώσεις τοῦ ὑπουργοῦ μὲ καγχασμοὺς καὶ ζωηρὰς διαμαρτυρίας. Ὁ κ. Κύρκος ἐτόνισεν ὅτι αἱ δηλώσεις αὐταὶ εὑρίσκονται εἰς ἀντίθεσιν πρὸς τὰ γεγονότα. ΕΠΕΜΒΑΣΕΙΣ... ΔΕΝ ΔΕΧΟΝΤΑΙ ΠΑΠΑΚΩΝΣΤΑΝΤΙΝΟΥ: Ἐπιμένετε ὅτι δὲν ὑπάρχουν συστάσεις; Τὰ γεγονότα σᾶς διαψεύδουν. ΚΥΡΚΟΣ: Οὐδεὶς πιστεύει τοὺς ἰσχυρισμούς σας. Ὁ Πρόεδρος καλεῖ εἰς τάξιν. ΑΘΗΝΑΙ, 3. — Εἰς τὴν Βουλὴν κατὰ τὴν χθεσινὴν συνεδρίασιν συνεζητήθη ἡ ἐπερώτησις τῆς ἀντιπολιτεύσεως διὰ τὰς ἀμερικανικὰς ἐπεμβάσεις. Ὁ ὑπουργὸς τῆς Δικαιοσύνης ἀπαντῶν ἐδήλωσε μετὰ μεγάλης ἐπάρσεως ὅτι ἡ Ε.Ρ.Ε. δὲν ἐπιτρέπει εἰς οὐδένα νὰ ἐπεμβαίνη εἰς τὰ ἐσωτερικά της. Οἱ βουλευταὶ τῆς ἀντιπολιτεύσεως ὑπεδέχθησαν τὰς δηλώσεις τοῦ ὑπουργοῦ μὲ καγχασμοὺς καὶ ζωηρὰς διαμαρτυρίας. Ὁ κ. Κύρκος ἐτόνισεν ὅτι αἱ δηλώσεις αὐταὶ εὑρίσκονται εἰς ἀντίθεσιν πρὸς τὰ γεγονότα. ΠΑΠΑΚΩΝΣΤΑΝΤΙΝΟΥ: Ἐπιμένετε ὅτι δὲν ὑπάρχουν συστάσεις; Τὰ γεγονότα σᾶς διαψεύδουν. ΚΥΡΚΟΣ: Οὐδεὶς πιστεύει τοὺς ἰσχυρισμούς σας. Ὁ Πρόεδρος καλεῖ εἰς τάξιν. ΑΘΗΝΑΙ, 3. — Εἰς τὴν Βουλὴν κατὰ τὴν χθεσινὴν συνεδρίασιν συνεζητήθη ἡ ἐπερώτησις τῆς ἀντιπολιτεύσεως διὰ τὰς ἀμερικανικὰς ἐπεμβάσεις. Ὁ ὑπουργὸς τῆς Δικαιοσύνης ἀπαντῶν ἐδήλωσε μετὰ μεγάλης ἐπάρσεως ὅτι ἡ Ε.Ρ.Ε. δὲν ἐπιτρέπει εἰς οὐδένα νὰ ἐπεμβαίνη εἰς τὰ ἐσωτερικά της. (980, 1170, 1168, 1590)
body-kennedy-lower: Ὁ πρόεδρος προσέθεσεν ὅτι αἱ προσπάθειαι τῆς Ἀμερικῆς συνεχίζονται μὲ ταχὺν ρυθμὸν καὶ ὅτι ἡ ἀποστολὴ ἀνθρώπου εἰς τὴν Σελήνην δὲν προβλέπεται πρὸ τῆς παρόδου ἑπταετίας. ΟΥΑΣΙΓΚΤΩΝ, 3. (Ἀσσ. Πρὲς). — Ὁ πρόεδρος Κέννεντυ ἐδήλωσε κατὰ τὴν ἑβδομαδιαίαν συνέντευξιν τοῦ τύπου ὅτι ἡ Σοβιετικὴ Ἕνωσις προηγεῖται τῶν Ἡνωμένων Πολιτειῶν εἰς τὸ διάστημα καὶ ὅτι ἡ καθυστέρησις αὐτὴ θὰ συνεχισθῇ ἐπὶ τινα ἔτη ἀκόμη. Ὁ πρόεδρος προσέθεσεν ὅτι αἱ προσπάθειαι τῆς Ἀμερικῆς συνεχίζονται μὲ ταχὺν ρυθμὸν καὶ ὅτι ἡ ἀποστολὴ ἀνθρώπου εἰς τὴν Σελήνην δὲν προβλέπεται πρὸ τῆς παρόδου ἑπταετίας. ΠΟΥ ΘΑ ΓΙΝΗ Η ΠΡΟΣΣΕΛΗΝΩΣΙΣ ΟΥΑΣΙΓΚΤΩΝ, 3. (Ἀσσ. Πρὲς). — Ὁ πρόεδρος Κέννεντυ ἐδήλωσε κατὰ τὴν ἑβδομαδιαίαν συνέντευξιν τοῦ τύπου ὅτι ἡ Σοβιετικὴ Ἕνωσις προηγεῖται τῶν Ἡνωμένων Πολιτειῶν εἰς τὸ διάστημα καὶ ὅτι ἡ καθυστέρησις αὐτὴ θὰ συνεχισθῇ ἐπὶ τινα ἔτη ἀκόμη. Ὁ πρόεδρος προσέθεσεν ὅτι αἱ προσπάθειαι τῆς Ἀμερικῆς συνεχίζονται μὲ ταχὺν ρυθμὸν καὶ ὅτι ἡ ἀποστολὴ ἀνθρώπου εἰς τὴν Σελήνην δὲν προβλέπεται πρὸ τῆς παρόδου ἑπταετίας. ΕΝΥΠΩΣΙΝ ΠΡΟΚΑΛΕΙ ΤΟ ΒΑΡΟΣ ΟΥΑΣΙΓΚΤΩΝ, 3. (Ἀσσ. Πρὲς). — Ὁ πρόεδρος Κέννεντυ ἐδήλωσε κατὰ τὴν ἑβδομαδιαίαν συνέντευξιν τοῦ τύπου ὅτι ἡ Σοβιετικὴ Ἕνωσις προηγεῖται τῶν Ἡνωμένων Πολιτειῶν εἰς τὸ διάστημα καὶ ὅτι ἡ καθυστέρησις αὐτὴ θὰ συνεχισθῇ ἐπὶ τινα ἔτη ἀκόμη. ΘΑ ΠΡΟΣΕΛΗΝΩΘΗ Ὁ πρόεδρος προσέθεσεν ὅτι αἱ προσπάθειαι τῆς Ἀμερικῆς συνεχίζονται μὲ ταχὺν ρυθμὸν καὶ ὅτι ἡ ἀποστολὴ ἀνθρώπου εἰς τὴν Σελήνην δὲν προβλέπεται πρὸ τῆς παρόδου ἑπταετίας. ΟΥΑΣΙΓΚΤΩΝ, 3. (Ἀσσ. Πρὲς). — Ὁ πρόεδρος Κέννεντυ ἐδήλωσε κατὰ τὴν ἑβδομαδιαίαν συνέντευξιν τοῦ τύπου ὅτι ἡ Σοβιετικὴ Ἕνωσις προηγεῖται τῶν Ἡνωμένων Πολιτειῶν εἰς τὸ διάστημα καὶ ὅτι ἡ καθυστέρησις αὐτὴ θὰ συνεχισθῇ ἐπὶ τινα ἔτη ἀκόμη. (980, 377, 1266, 716)
small-head-americans: ΟΙ ΑΜΕΡΙΚΑΝΟΙ ΑΝΗΣΥΧΟΥΝ (1199, 248, 1335, 259)
body-workers-3: Αἱ νέαι τιμαὶ θὰ ἰσχύσουν διὰ τὰ κουρεῖα Ἀθηνῶν καὶ Πειραιῶς, ὡς καὶ διὰ τὰς μεγάλας πόλεις τῆς ἐπαρχίας. ΑΘΗΝΑΙ, 3. — Τὸ δῶρον τοῦ Πάσχα, εἰς τοὺς πάσης φύσεως ἐργάτας, θὰ χορηγηθῇ εἰς μίαν δόσιν, τὸ ἀργότερον μέχρι τῆς 11ης Ἀπριλίου. Τὸ δῶρον καθορίζεται εἰς 15 ἡμερομίσθια διὰ τοὺς ἐργάτας καὶ εἰς τὸ ἥμισυ τοῦ μηνιαίου μισθοῦ διὰ τοὺς ὑπαλλήλους. (410, 674, 596, 766)
small-head-winners: ΑΜΦΟΤΕΡΟΙ ΝΙΚΗΤΑΙ (453, 1294, 553, 1305)
body-terrorists-1: ΝΑΣΣΑΟΥ, 3. (Ρόϋτερ). — Οἱ 16 Κουβανοὶ ἀντικαστρικοί, οἱ ὁποῖοι συνελήφθησαν ὑπὸ τῶν βρεταννικῶν ἀρχῶν εἰς τὰς νήσους Μπαχάμας, προεφυλακίσθησαν καὶ θὰ δικασθοῦν ἐπὶ παρανόμῳ εἰσόδῳ εἰς βρεταννικὸν ἔδαφος. ΑΠΟΡΡΙΨΙΣ ΔΙΑΜΑΡΤΥΡΙΑΣ ΝΑΣΣΑΟΥ, 3. (Ρόϋτερ). — Οἱ 16 Κουβανοὶ ἀντικαστρικοί, οἱ ὁποῖοι συνελήφθησαν ὑπὸ τῶν βρεταννικῶν ἀρχῶν εἰς τὰς νήσους Μπαχάμας, προεφυλακίσθησαν καὶ θὰ δικασθοῦν ἐπὶ παρανόμῳ εἰσόδῳ εἰς βρεταννικὸν ἔδαφος. (594, 950, 782, 1068)
headline-justice-2: ΚΑΙ ΥΠΟ ΤΟΥΣ ΚΑΓΧΑΣΜΟΥΣ ΤΗΣ ΑΝΤΙΠΟΛΙΤΕΥΣΕΩΣ (1034, 1037, 1501, 1062)
right-column (980, 14, 1555, 2313)
small-head-russians: Η ΑΠΟΧΩΡΗΣΙΣ ΤΩΝ ΡΩΣΣΩΝ (812, 1005, 949, 1014)
headline-syria: ΕΚΛΕΙΣΑΝ ΤΑ ΣΧΟΛΕΙΑ ΕΙΣ ΟΛΗΝ ΤΗΝ ΣΥΡΙΑΝ (626, 80, 942, 130)
body-kennedy-3: ΟΥΑΣΙΓΚΤΩΝ, 3. (Ἀσσ. Πρὲς). — Ὁ πρόεδρος Κέννεντυ ἐδήλωσε κατὰ τὴν ἑβδομαδιαίαν συνέντευξιν τοῦ τύπου ὅτι ἡ Σοβιετικὴ Ἕνωσις προηγεῖται τῶν Ἡνωμένων Πολιτειῶν εἰς τὸ διάστημα καὶ ὅτι ἡ καθυστέρησις αὐτὴ θὰ συνεχισθῇ ἐπὶ τινα ἔτη ἀκόμη. Ὁ πρόεδρος προσέθεσεν ὅτι αἱ προσπάθειαι τῆς Ἀμερικῆς συνεχίζονται μὲ ταχὺν ρυθμὸν καὶ ὅτι ἡ ἀποστολὴ ἀνθρώπου εἰς τὴν Σελήνην δὲν προβλέπεται πρὸ τῆς παρόδου ἑπταετίας. (1367, 204, 1555, 307)
headline-argentina-2: ΟΙ ΑΡΧΗΓΟΙ ΤΗΣ ΕΠΑΝΑΣΤΑΣΕΩΣ ΔΙΕΦΥΓΟΝ ΔΙΑ ΠΑΓΟΘΡΑΥΣΤΙΚΟΥ (39, 1136, 582, 1196)
small-head-london: ΑΙ ΕΝΤΥΠΩΣΕΙΣ ΕΙΣ ΛΟΝΔΙΝΟΝ (1341, 962, 1486, 973)
deck-justice-1: Οὔτε «συστάσεις», οὔτε «ὑποδείξεις» δέχονται (1039, 1121, 1496, 1142)
article-makarios (26, 221, 596, 560)
article-geoponoi (1272, 383, 1555, 757)
body-kennedy-1: ΟΥΑΣΙΓΚΤΩΝ, 3. (Ἀσσ. Πρὲς). — Ὁ πρόεδρος Κέννεντυ ἐδήλωσε κατὰ τὴν ἑβδομαδιαίαν συνέντευξιν τοῦ τύπου ὅτι ἡ Σοβιετικὴ Ἕνωσις προηγεῖται τῶν Ἡνωμένων Πολιτειῶν εἰς τὸ διάστημα καὶ ὅτι ἡ καθυστέρησις αὐτὴ θὰ συνεχισθῇ ἐπὶ τινα ἔτη ἀκόμη. Ὁ πρόεδρος προσέθεσεν ὅτι αἱ προσπάθειαι τῆς Ἀμερικῆς συνεχίζονται μὲ ταχὺν ρυθμὸν καὶ ὅτι ἡ ἀποστολὴ ἀνθρώπου εἰς τὴν Σελήνην δὲν προβλέπεται πρὸ τῆς παρόδου ἑπταετίας. (980, 204, 1168, 307)
quote-kennedy: «ΕΜΕΙΝΑΜΕΝ ΚΑΘΥΣΤΕΡΗΜΕΝΟΙ, ΕΤΟΝΙΣΕ, ΚΑΙ Η ΚΑΘΥΣΤΕΡΗΣΙΣ ΑΥΤΗ ΘΑ ΣΥΝΕΧΙΣΘΗ» (1020, 97, 1515, 145)
headline-bonn: Η ΚΥΒΕΡΝΗΣΙΣ ΤΗΣ ΒΟΝΝΗΣ ΘΑ ΖΗΤΗΣΗ ΑΠΟ ΤΟΥΣ ΓΕΡΜΑΝΟΥΣ ΕΙΔΙΚΟΥΣ ΟΠΩΣ ΕΓΚΑΤΑΛΕΙΨΟΥΝ ΤΗΝ ΑΙΓΥΠΤΟΝ (606, 1479, 962, 1527)
headline-ou-1: Ο κ. ΟΥ-Ι-ΔΑΝΤ ΣΥΜΦΩΝΕΙ ΑΠΟΛΥΤΩΣ (1287, 766, 1541, 781)
body-kennedy-2: Ὁ πρόεδρος προσέθεσεν ὅτι αἱ προσπάθειαι τῆς Ἀμερικῆς συνεχίζονται μὲ ταχὺν ρυθμὸν καὶ ὅτι ἡ ἀποστολὴ ἀνθρώπου εἰς τὴν Σελήνην δὲν προβλέπεται πρὸ τῆς παρόδου ἑπταετίας. ΟΙ ΑΜΕΡΙΚΑΝΟΙ ΑΝΗΣΥΧΟΥΝ ΟΥΑΣΙΓΚΤΩΝ, 3. (Ἀσσ. Πρὲς). — Ὁ πρόεδρος Κέννεντυ ἐδήλωσε κατὰ τὴν ἑβδομαδιαίαν συνέντευξιν τοῦ τύπου ὅτι ἡ Σοβιετικὴ Ἕνωσις προηγεῖται τῶν Ἡνωμένων Πολιτειῶν εἰς τὸ διάστημα καὶ ὅτι ἡ καθυστέρησις αὐτὴ θὰ συνεχισθῇ ἐπὶ τινα ἔτη ἀκόμη. (1173, 204, 1362, 322)
deck-argentina-1: Οἱ κυβερνητικοὶ ἀνακατέλαβον (111, 1075, 511, 1101)
box-head-canada: ΑΓΝΩΣΤΟΙ ΕΙΔΟΠΟΙΗΣΑΝ ΤΗΝ ΑΣΤΥΝΟΜΙΑΝ ΟΤΙ ΘΑ ΕΔΟΛΟΦΟΝΕΙΤΟ ΚΑΝΑΔΟΣ ΚΟΜΜΑΤΑΡΧΗΣ (222, 402, 400, 432)
article-justice (980, 1012, 1555, 1920)
headline-workers-2: ΔΙΑ ΤΟ ΔΩΡΟΝ ΤΩΝ ΕΡΓΑΤΩΝ ΚΑΙ ΥΠΑΛΛΗΛΩΝ (32, 593, 590, 620)
body-justice-3: ΠΑΠΑΚΩΝΣΤΑΝΤΙΝΟΥ: Ἐπιμένετε ὅτι δὲν ὑπάρχουν συστάσεις; Τὰ γεγονότα σᾶς διαψεύδουν. ΚΥΡΚΟΣ: Οὐδεὶς πιστεύει τοὺς ἰσχυρισμούς σας. Ὁ Πρόεδρος καλεῖ εἰς τάξιν. ΕΠΕΙΣΟΔΙΟΝ ΑΘΗΝΑΙ, 3. — Εἰς τὴν Βουλὴν κατὰ τὴν χθεσινὴν συνεδρίασιν συνεζητήθη ἡ ἐπερώτησις τῆς ἀντιπολιτεύσεως διὰ τὰς ἀμερικανικὰς ἐπεμβάσεις. Ὁ ὑπουργὸς τῆς Δικαιοσύνης ἀπαντῶν ἐδήλωσε μετὰ μεγάλης ἐπάρσεως ὅτι ἡ Ε.Ρ.Ε. δὲν ἐπιτρέπει εἰς οὐδένα νὰ ἐπεμβαίνη εἰς τὰ ἐσωτερικά της. Οἱ βουλευταὶ τῆς ἀντιπολιτεύσεως ὑπεδέχθησαν τὰς δηλώσεις τοῦ ὑπουργοῦ μὲ καγχασμοὺς καὶ ζωηρὰς διαμαρτυρίας. Ὁ κ. Κύρκος ἐτόνισεν ὅτι αἱ δηλώσεις αὐταὶ εὑρίσκονται εἰς ἀντίθεσιν πρὸς τὰ γεγονότα. ΠΑΠΑΚΩΝΣΤΑΝΤΙΝΟΥ: Ἐπιμένετε ὅτι δὲν ὑπάρχουν συστάσεις; Τὰ γεγονότα σᾶς διαψεύδουν. ΚΥΡΚΟΣ: Οὐδεὶς πιστεύει τοὺς ἰσχυρισμούς σας. Ὁ Πρόεδρος καλεῖ εἰς τάξιν. ΑΘΗΝΑΙ, 3. — Εἰς τὴν Βουλὴν κατὰ τὴν χθεσινὴν συνεδρίασιν συνεζητήθη ἡ ἐπερώτησις τῆς ἀντιπολιτεύσεως διὰ τὰς ἀμερικανικὰς ἐπεμβάσεις. Ὁ ὑπουργὸς τῆς Δικαιοσύνης ἀπαντῶν ἐδήλωσε μετὰ μεγάλης ἐπάρσεως ὅτι ἡ Ε.Ρ.Ε. δὲν ἐπιτρέπει εἰς οὐδένα νὰ ἐπεμβαίνη εἰς τὰ ἐσωτερικά της. Οἱ βουλευταὶ τῆς ἀντιπολιτεύσεως ὑπεδέχθησαν τὰς δηλώσεις τοῦ ὑπουργοῦ μὲ καγχασμοὺς καὶ ζωηρὰς διαμαρτυρίας. Ὁ κ. Κύρκος ἐτόνισεν ὅτι αἱ δηλώσεις αὐταὶ εὑρίσκονται εἰς ἀντίθεσιν πρὸς τὰ γεγονότα. (1367, 1170, 1555, 1517)
body-argentina-3: ΑΠΟΦΑΣΙΣ ΜΩΡΙ ΜΠΟΥΕΝΟΣ ΑΫΡΕΣ, 3. (Ρόϋτερ). — Ὁ στρατηγὸς Μενέντεθ ἐδήλωσεν ὅτι θὰ συνεχίση τὸν ἀγῶνα ἐναντίον τῆς κυβερνήσεως. Αἱ ἀπώλειαι ἐκ τῶν συγκρούσεων ἀνέρχονται εἰς πολλὰς δεκάδας νεκρῶν καὶ τραυματιῶν. ΑΜΦΟΤΕΡΟΙ ΝΙΚΗΤΑΙ ΜΠΟΥΕΝΟΣ ΑΫΡΕΣ, 3. (Ἀσσ. Πρὲς). — Ἡ κυβέρνησις τοῦ προέδρου Γκουίντο ἀνεκοίνωσεν ὅτι αἱ κυβερνητικαὶ δυνάμεις ἀνακατέλαβον τὰς τελευταίας ναυτικὰς βάσεις τὰς ὁποίας κατεῖχον οἱ στασιασταί. Οἱ ἀρχηγοὶ τοῦ κινήματος διέφυγον διὰ παγοθραυστικοῦ. ΤΕΛΕΥΤΑΙΑΙ ΕΙΔΗΣΕΙΣ Εἰς τὴν περιοχὴν τοῦ Πουέρτο Μπελγκράνο ἐσημειώθησαν σφοδραὶ συγκρούσεις. Τὰ κυβερνητικὰ στρατεύματα, ὑποστηριζόμενα ὑπὸ τῆς ἀεροπορίας, κατώρθωσαν νὰ καταλάβουν τὰς θέσεις τῶν ἐπαναστατῶν. Η ΘΕΣΙΣ ΤΟΥ Π.Π. ΜΠΟΥΕΝΟΣ ΑΫΡΕΣ, 3. (Ρόϋτερ). — Ὁ στρατηγὸς Μενέντεθ ἐδήλωσεν ὅτι θὰ συνεχίση τὸν ἀγῶνα ἐναντίον τῆς κυβερνήσεως. Αἱ ἀπώλειαι ἐκ τῶν συγκρούσεων ἀνέρχονται εἰς πολλὰς δεκάδας νεκρῶν καὶ τραυματιῶν. ΜΠΟΥΕΝΟΣ ΑΫΡΕΣ, 3. (Ἀσσ. Πρὲς). — Ἡ κυβέρνησις τοῦ προέδρου Γκουίντο ἀνεκοίνωσεν ὅτι αἱ κυβερνητικαὶ δυνάμεις ἀνακατέλαβον τὰς τελευταίας ναυτικὰς βάσεις τὰς ὁποίας κατεῖχον οἱ στασιασταί. Οἱ ἀρχηγοὶ τοῦ κινήματος διέφυγον διὰ παγοθραυστικοῦ. (410, 1227, 596, 1564)
deck-bonn-1: Ἡ ἑταιρεία «Μέσερσμιτ» δὲν μετέχει (642, 1532, 926, 1550)
article-economy (594, 1174, 974, 1469)
body-syria-2: Ὁ ὑπουργὸς Ἐσωτερικῶν ἐδήλωσεν ὅτι αἱ ἀρχαὶ θὰ λάβουν αὐστηρὰ μέτρα ἐναντίον τῶν διαδηλωτῶν. Οἱ φιλονασσερικοὶ ζητοῦν τὴν ἄμεσον ἕνωσιν μὲ τὴν Ἡνωμένην Ἀραβικὴν Δημοκρατίαν. ΑΙ ΕΚΑΥΣΑΝ ΤΑ ΓΡΑΦΕΙΑ ΤΗΣ ΔΑΜΑΣΚΟΣ, 3. (Ἀσσ. Πρὲς). — Ὁ ἀντιπρόεδρος τῆς συριακῆς στρατιωτικῆς κυβερνήσεως, διέταξε τὸ κλείσιμον τῶν σχολείων εἰς ὁλόκληρον τὴν χώραν, διὰ νὰ ἀντιμετωπισθῇ ἡ πολιτικὴ κρίσις, ἡ ὁποία ἐξέσπασε κατόπιν τῶν διαδηλώσεων. ΑΙ ΚΙΝΗΣΕΙΣ ΤΩΝ ΙΡΑΚΙΝΩΝ Ὁ ὑπουργὸς Ἐσωτερικῶν ἐδήλωσεν ὅτι αἱ ἀρχαὶ θὰ λάβουν αὐστηρὰ μέτρα ἐναντίον τῶν διαδηλωτῶν. Οἱ φιλονασσερικοὶ ζητοῦν τὴν ἄμεσον ἕνωσιν μὲ τὴν Ἡνωμένην Ἀραβικὴν Δημοκρατίαν. ΕΙΣ ΤΟ ΚΑΪΡΟΝ ΔΑΜΑΣΚΟΣ, 3. (Ἀσσ. Πρὲς). — Ὁ ἀντιπρόεδρος τῆς συριακῆς στρατιωτικῆς κυβερνήσεως, διέταξε τὸ κλείσιμον τῶν σχολείων εἰς ὁλόκληρον τὴν χώραν, διὰ νὰ ἀντιμετωπισθῇ ἡ πολιτικὴ κρίσις, ἡ ὁποία ἐξέσπασε κατόπιν τῶν διαδηλώσεων. Ὁ ὑπουργὸς Ἐσωτερικῶν ἐδήλωσεν ὅτι αἱ ἀρχαὶ θὰ λάβουν αὐστηρὰ μέτρα ἐναντίον τῶν διαδηλωτῶν. Οἱ φιλονασσερικοὶ ζητοῦν τὴν ἄμεσον ἕνωσιν μὲ τὴν Ἡνωμένην Ἀραβικὴν Δημοκρατίαν. (787, 181, 974, 504)
divider (594, 660, 974, 661)
deck-geoponoi-2: ἂν δὲν ἐπιλυθοῦν τὰ αἰτήματά των (1282, 510, 1545, 526)
deck-geoponoi-1: Θὰ κατέλθουν καὶ εἰς ἀγῶνα διαρκείας (1306, 478, 1522, 508)
headline-justice-1: Ο ΥΠΟΥΡΓΟΣ ΔΙΚΑΙΟΣΥΝΗΣ ΜΕ ΜΕΓΑΛΗΝ ΕΠΑΡΣΙΝ (983, 1011, 1552, 1036)
headline-radar: ΔΙ' ΗΛΕΚΤΡΟΝΙΚΩΝ ΟΡΓΑΝΩΝ ΘΑ ΠΡΟΣΓΕΙΟΥΝΤΑΙ ΤΑ ΑΕΡΟΣΚΑΦΗ ΕΙΣ ΤΟ ΑΕΡΟΔΡΟΜΙΟΝ ΕΛΛΗΝΙΚΟΥ (594, 664, 974, 696)
left-column (26, 14, 596, 2313)
deck-bonn-2: εἰς τὴν κατασκευὴν ἀεριωθουμένων (646, 1553, 922, 1572)
small-head-cairo: ΕΙΣ ΤΟ ΚΑΪΡΟΝ (845, 378, 916, 389)
divider (594, 899, 974, 900)
body-economy-2: ΗΝΩΜΕΝΑ ΕΘΝΗ, 3. (Ρόϋτερ). — Ἡ ἐτησία οἰκονομικὴ ἔκθεσις τοῦ Ο.Η.Ε. διαπιστώνει ὅτι ὁ ρυθμὸς τῆς οἰκονομικῆς ἀναπτύξεως εἰς τὴν Σοβιετικὴν Ἕνωσιν καὶ τὰς χώρας τῆς Ἀνατολικῆς Εὐρώπης ἐμειώθη αἰσθητῶς κατὰ τὸ 1962. ΕΙΣ ΤΗΝ ΑΝΑΤΟΛΙΚΗΝ ΕΥΡΩΠΗΝ ΗΝΩΜΕΝΑ ΕΘΝΗ, 3. (Ρόϋτερ). — Ἡ ἐτησία οἰκονομικὴ ἔκθεσις τοῦ Ο.Η.Ε. διαπιστώνει ὅτι ὁ ρυθμὸς τῆς οἰκονομικῆς ἀναπτύξεως εἰς τὴν Σοβιετικὴν Ἕνωσιν καὶ τὰς χώρας τῆς Ἀνατολικῆς Εὐρώπης ἐμειώθη αἰσθητῶς κατὰ τὸ 1962. (787, 1203, 974, 1340)
column-rule-right (976, 18, 977, 2307)
deck-argentina-2: ἅπαντα τὰ ἀπολεσθέντα ἐδάφη (113, 1105, 509, 1132)
body-makarios-2: Ὁ κ. Ἐρκὶν εἰς δηλώσεις του εἰς τὴν Ἐθνοσυνέλευσιν ἐτόνισεν ὅτι ἡ κυβέρνησις παρακολουθεῖ ἀγρύπνως τὰς ἐξελίξεις καὶ ὅτι θὰ λάβη πάντα τὰ ἀναγκαῖα μέτρα πρὸς προστασίαν τῶν συμφερόντων τῆς τουρκικῆς κοινότητος. ΑΓΝΩΣΤΟΙ ΕΙΔΟΠΟΙΗΣΑΝ ΤΗΝ ΑΣΤΥΝΟΜΙΑΝ ΟΤΙ ΘΑ ΕΔΟΛΟΦΟΝΕΙΤΟ ΚΑΝΑΔΟΣ ΚΟΜΜΑΤΑΡΧΗΣ ΟΥΙΝΙΜΠΕΡΓΚ, Καναδᾶ, 3. (Ἀσσ. Πρὲς). — Ἡ ἀστυνομία ἐκλήθη νὰ λάβη μέτρα προστασίας τοῦ ἀρχηγοῦ κόμματος κατόπιν ἀνωνύμου τηλεφωνήματος. (217, 338, 405, 475)
headline-terrorists: ΠΡΟΕΦΥΛΑΚΙΣΘΗΣΑΝ ΚΑΙ ΘΑ ΔΙΚΑΣΘΟΥΝ ΤΑ ΔΕΚΑ ΕΞ ΑΝΤΙΚΑΣΤΡΙΚΑ ΣΤΕΛΕΧΗ ΤΑ ΣΥΛΛΗΦΘΕΝΤΑ ΥΠΟ ΤΩΝ ΒΡΕΤΑΝΝΩΝ (599, 904, 969, 947)
divider (1272, 762, 1555, 763)
article-turkey (26, 14, 596, 210)
divider (980, 1006, 1555, 1007)
small-label-papak: ΠΑΠΑΚΩΝΣΤΑΝΤΙΝΟΥ (1216, 1297, 1319, 1308)
divider (26, 215, 596, 216)
